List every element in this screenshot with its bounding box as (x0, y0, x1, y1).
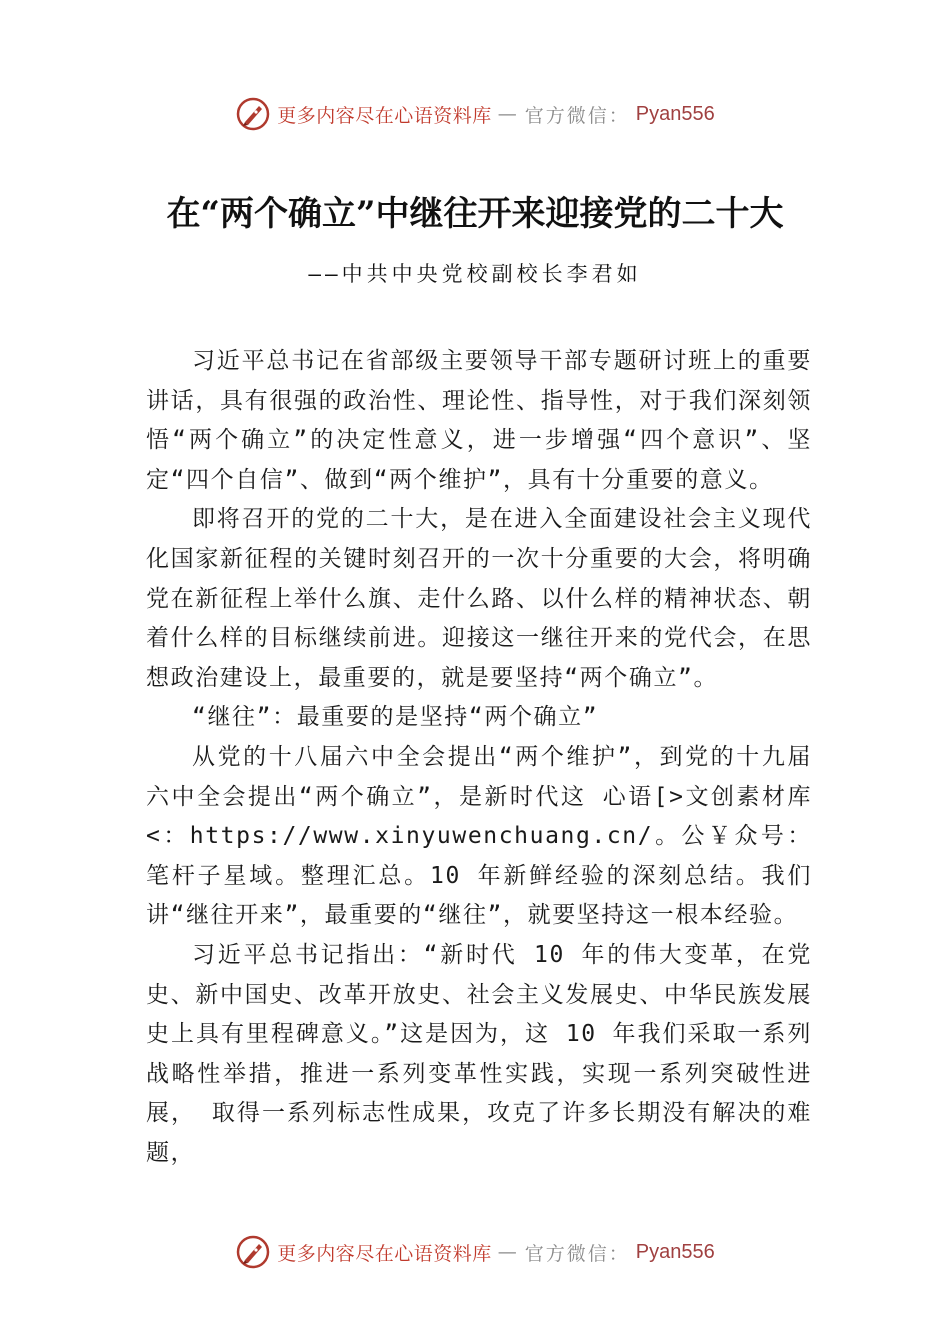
body-paragraph: 习近平总书记在省部级主要领导干部专题研讨班上的重要讲话，具有很强的政治性、理论性、指导性，对于我们深刻领悟“两个确立”的决定性意义，进一步增强“四个意识”、坚定“四个自信”、做到“两个维护”，具有十分重要的意义。 (146, 348, 812, 493)
watermark-banner-bottom (0, 1230, 950, 1274)
pen-nib-logo-icon (235, 1234, 271, 1270)
document-title: 在“两个确立”中继往开来迎接党的二十大 (166, 194, 784, 234)
watermark-text: 更多内容尽在心语资料库 (277, 104, 492, 127)
document-body (146, 342, 812, 1173)
document-subtitle: ——中共中央党校副校长李君如 (308, 262, 642, 286)
watermark-wechat-id: Pyan556 (635, 102, 715, 125)
watermark-wechat-id: Pyan556 (635, 1240, 715, 1263)
body-paragraph: 从党的十八届六中全会提出“两个维护”，到党的十九届六中全会提出“两个确立”，是新时代这 心语[>文创素材库<：https://www.xinyuwenchuang.cn/。公￥众号：笔杆子星域。整理汇总。10 年新鲜经验的深刻总结。我们讲“继往开来”，最重要的“继往”，就要坚持这一根本经验。 (146, 743, 812, 929)
watermark-wechat-label: 官方微信： (524, 1242, 630, 1265)
watermark-wechat-label: 官方微信： (524, 104, 630, 127)
watermark-content (235, 96, 715, 132)
watermark-content (235, 1234, 715, 1270)
watermark-separator: — (497, 103, 519, 125)
watermark-separator: — (497, 1241, 519, 1263)
pen-nib-logo-icon (235, 96, 271, 132)
body-paragraph: 即将召开的党的二十大，是在进入全面建设社会主义现代化国家新征程的关键时刻召开的一次十分重要的大会，将明确党在新征程上举什么旗、走什么路、以什么样的精神状态、朝着什么样的目标继续前进。迎接这一继往开来的党代会，在思想政治建设上，最重要的，就是要坚持“两个确立”。 (146, 506, 812, 691)
body-paragraph: 习近平总书记指出：“新时代 10 年的伟大变革，在党史、新中国史、改革开放史、社会主义发展史、中华民族发展史上具有里程碑意义。”这是因为，这 10 年我们采取一系列战略性举措，推进一系列变革性实践，实现一系列突破性进展， 取得一系列标志性成果，攻克了许多长期没有解决的难题， (146, 941, 812, 1166)
watermark-text: 更多内容尽在心语资料库 (277, 1242, 492, 1265)
watermark-banner-top (0, 92, 950, 136)
section-heading: “继往”：最重要的是坚持“两个确立” (192, 704, 599, 731)
